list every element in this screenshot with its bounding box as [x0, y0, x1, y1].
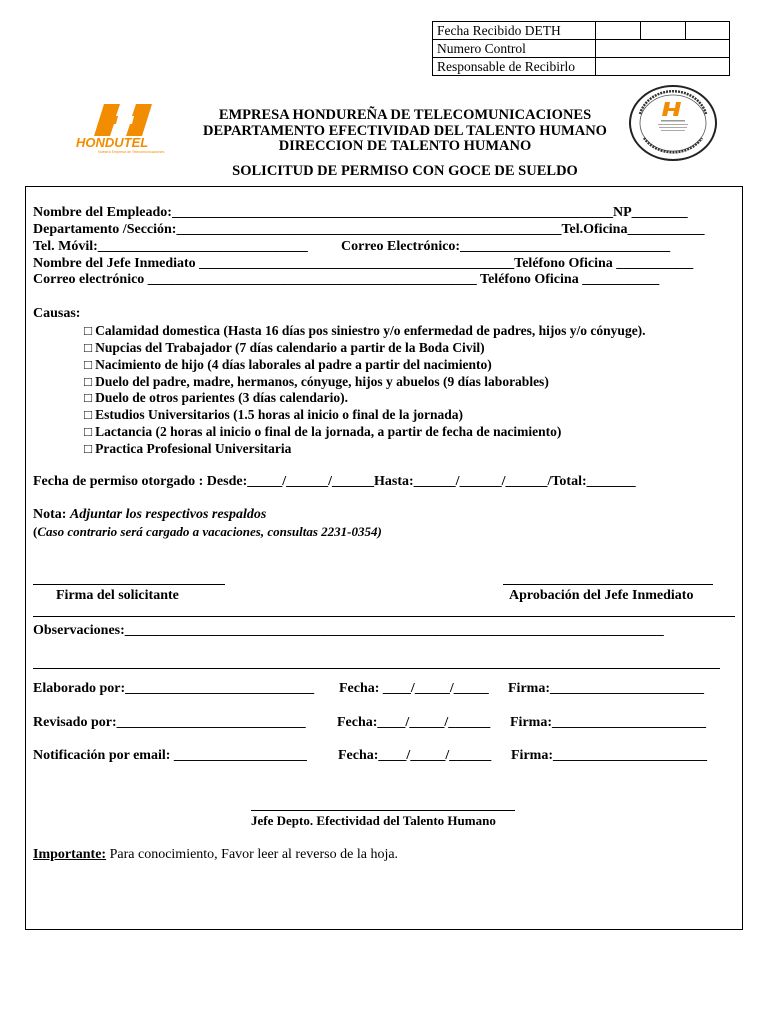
hondutel-brand-text: HONDUTEL — [76, 135, 149, 150]
nota-detail: Caso contrario será cargado a vacaciones, consultas 2231-0354) — [37, 524, 382, 539]
causa-option[interactable] — [84, 440, 291, 457]
checkbox-icon[interactable]: □ — [84, 424, 93, 439]
field-elaborado-firma[interactable]: Firma:______________________ — [508, 681, 704, 696]
field-nombre-empleado[interactable]: Nombre del Empleado:_______________________________________________________________NP________ — [33, 205, 688, 220]
importante-label: Importante: — [33, 847, 107, 862]
importante-text: Para conocimiento, Favor leer al reverso de la hoja. — [106, 847, 399, 862]
field-revisado-fecha[interactable]: Fecha:____/_____/______ — [337, 715, 491, 730]
responsable-label: Responsable de Recibirlo — [433, 58, 596, 76]
field-notificacion-fecha[interactable]: Fecha:____/_____/______ — [338, 748, 492, 763]
field-elaborado-por[interactable]: Elaborado por:___________________________ — [33, 681, 315, 696]
checkbox-icon[interactable]: □ — [84, 357, 93, 372]
aprobacion-jefe-label: Aprobación del Jefe Inmediato — [509, 588, 694, 603]
numero-control-cell[interactable] — [596, 40, 730, 58]
field-fecha-permiso[interactable]: Fecha de permiso otorgado : Desde:_____/______/______Hasta:______/______/______/Total:_______ — [33, 474, 636, 489]
causa-label: Duelo del padre, madre, hermanos, cónyuge, hijos y abuelos (9 días laborables) — [95, 374, 549, 389]
causa-label: Practica Profesional Universitaria — [95, 441, 292, 456]
checkbox-icon[interactable]: □ — [84, 407, 93, 422]
causa-option[interactable] — [84, 423, 561, 440]
causa-option[interactable] — [84, 373, 549, 390]
official-seal-icon — [628, 84, 718, 162]
fecha-recibido-label: Fecha Recibido DETH — [433, 22, 596, 40]
hondutel-tagline: Nuestra Empresa de Telecomunicaciones — [98, 150, 165, 154]
causa-option[interactable] — [84, 389, 348, 406]
firma-solicitante-label: Firma del solicitante — [56, 588, 179, 603]
field-notificacion-email[interactable]: Notificación por email: ___________________ — [33, 748, 307, 763]
form-title: SOLICITUD DE PERMISO CON GOCE DE SUELDO — [232, 163, 578, 179]
hondutel-logo — [74, 102, 182, 154]
fecha-recibido-day-cell[interactable] — [596, 22, 641, 40]
causa-label: Lactancia (2 horas al inicio o final de la jornada, a partir de fecha de nacimiento) — [95, 424, 562, 439]
nota-paren: ( — [33, 524, 38, 539]
field-tel-movil[interactable]: Tel. Móvil:______________________________ — [33, 239, 308, 254]
numero-control-label: Numero Control — [433, 40, 596, 58]
checkbox-icon[interactable]: □ — [84, 340, 93, 355]
field-observaciones[interactable]: Observaciones:_____________________________________________________________________________ — [33, 623, 664, 638]
nota-line — [33, 506, 266, 523]
causa-option[interactable] — [84, 339, 485, 356]
field-correo-jefe[interactable]: Correo electrónico _______________________________________________ Teléfono Oficina ___________ — [33, 272, 660, 287]
checkbox-icon[interactable]: □ — [84, 323, 93, 338]
field-departamento[interactable]: Departamento /Sección:_______________________________________________________Tel.Oficina___________ — [33, 222, 705, 237]
causa-label: Nacimiento de hijo (4 días laborales al padre a partir del nacimiento) — [95, 357, 492, 372]
field-correo-electronico[interactable]: Correo Electrónico:______________________________ — [341, 239, 671, 254]
causa-label: Estudios Universitarios (1.5 horas al inicio o final de la jornada) — [95, 407, 464, 422]
responsable-cell[interactable] — [596, 58, 730, 76]
observaciones-extra-line[interactable] — [33, 668, 720, 669]
field-jefe-inmediato[interactable]: Nombre del Jefe Inmediato _____________________________________________Teléfono Oficina ___________ — [33, 256, 694, 271]
signature-line-solicitante[interactable] — [33, 584, 225, 585]
checkbox-icon[interactable]: □ — [84, 390, 93, 405]
signature-line-jefe[interactable] — [503, 584, 713, 585]
field-revisado-firma[interactable]: Firma:______________________ — [510, 715, 706, 730]
nota-text: Adjuntar los respectivos respaldos — [69, 507, 267, 522]
causa-label: Duelo de otros parientes (3 días calendario). — [95, 390, 349, 405]
signature-line-jefe-depto[interactable] — [251, 810, 515, 811]
causa-option[interactable] — [84, 322, 646, 339]
checkbox-icon[interactable]: □ — [84, 441, 93, 456]
tracking-table — [432, 21, 730, 76]
nota-detail-line — [33, 523, 382, 540]
causa-label: Calamidad domestica (Hasta 16 días pos siniestro y/o enfermedad de padres, hijos y/o cónyuge). — [95, 323, 646, 338]
nota-label: Nota: — [33, 507, 67, 522]
field-elaborado-fecha[interactable]: Fecha: ____/_____/_____ — [339, 681, 489, 696]
causa-option[interactable] — [84, 356, 492, 373]
checkbox-icon[interactable]: □ — [84, 374, 93, 389]
importante-line — [33, 846, 398, 863]
fecha-recibido-month-cell[interactable] — [641, 22, 686, 40]
header-line-1: EMPRESA HONDUREÑA DE TELECOMUNICACIONES — [218, 107, 592, 123]
field-revisado-por[interactable]: Revisado por:___________________________ — [33, 715, 306, 730]
field-notificacion-firma[interactable]: Firma:______________________ — [511, 748, 707, 763]
fecha-recibido-year-cell[interactable] — [686, 22, 730, 40]
causa-option[interactable] — [84, 406, 463, 423]
separator-line — [33, 616, 735, 617]
causas-label: Causas: — [33, 306, 81, 321]
header-line-2: DEPARTAMENTO EFECTIVIDAD DEL TALENTO HUMANO — [203, 123, 607, 139]
header-line-3: DIRECCION DE TALENTO HUMANO — [278, 138, 532, 154]
causa-label: Nupcias del Trabajador (7 días calendario a partir de la Boda Civil) — [95, 340, 485, 355]
jefe-depto-label: Jefe Depto. Efectividad del Talento Humano — [251, 813, 496, 828]
